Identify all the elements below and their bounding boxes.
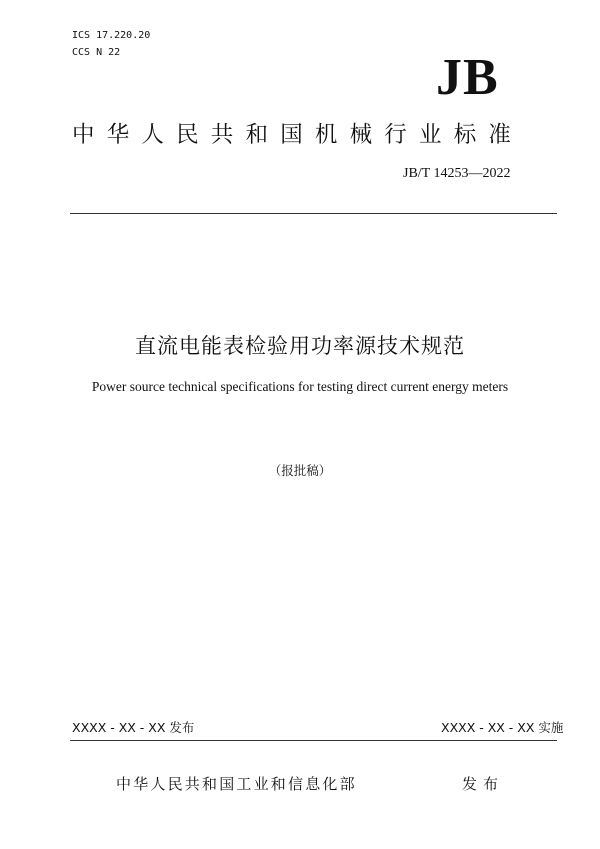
bottom-divider	[70, 740, 557, 741]
draft-status-label: （报批稿）	[268, 463, 332, 478]
issuing-authority: 中华人民共和国工业和信息化部	[116, 775, 357, 793]
document-title-chinese: 直流电能表检验用功率源技术规范	[135, 334, 465, 358]
jb-logo: JB	[436, 49, 499, 106]
document-title-english: Power source technical specifications for testing direct current energy meters	[91, 379, 509, 394]
industry-standard-title: 中华人民共和国机械行业标准	[72, 122, 524, 148]
ics-code: ICS 17.220.20	[72, 30, 151, 41]
top-divider	[70, 213, 557, 214]
standard-number: JB/T 14253—2022	[403, 166, 511, 181]
implement-date: XXXX - XX - XX 实施	[441, 720, 564, 735]
publish-date: XXXX - XX - XX 发布	[72, 720, 195, 735]
issue-label: 发布	[462, 775, 505, 793]
ccs-code: CCS N 22	[72, 47, 121, 58]
